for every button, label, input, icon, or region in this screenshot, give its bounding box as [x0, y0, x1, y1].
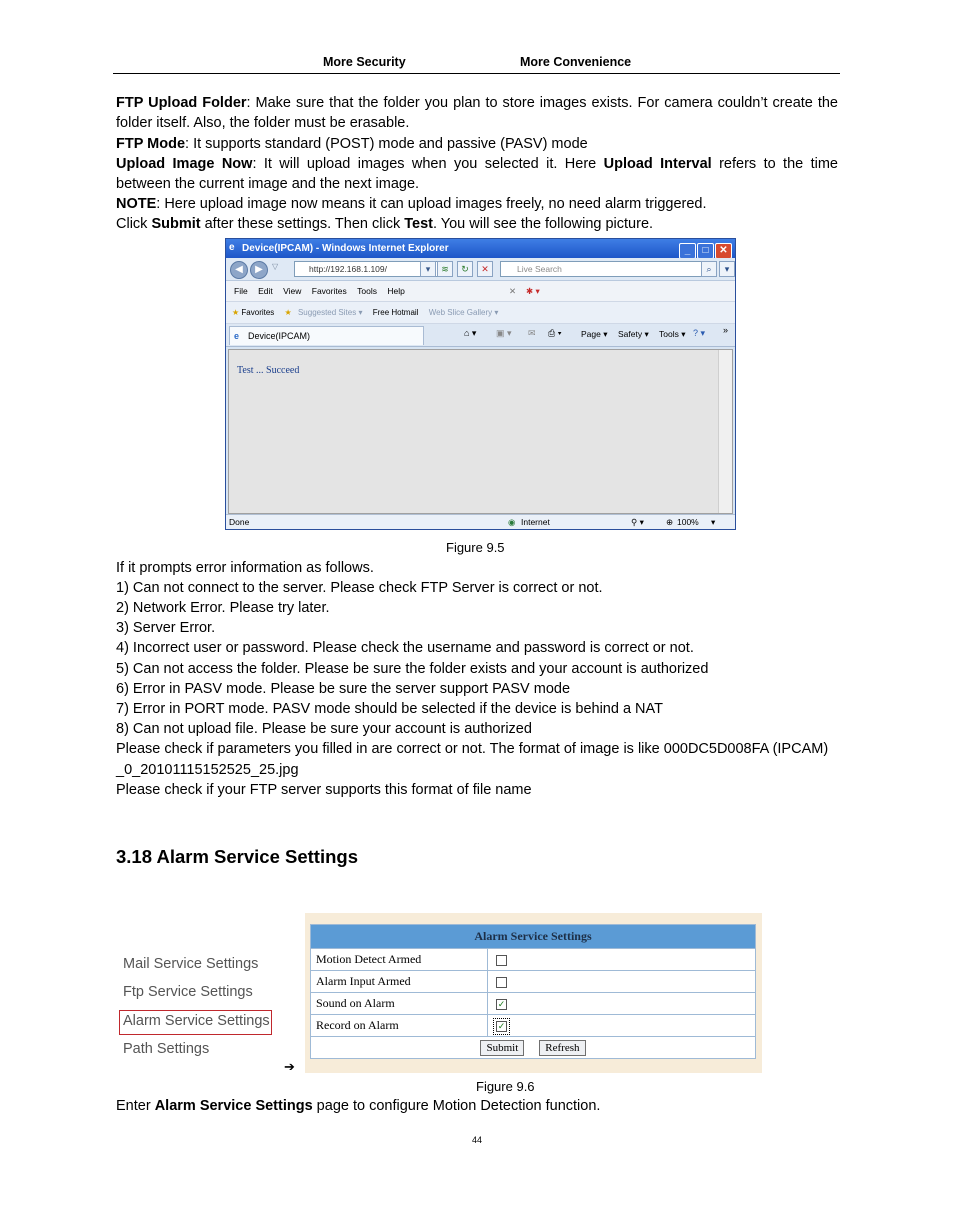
ftp-mode-paragraph	[116, 134, 838, 154]
text: after these settings. Then click	[200, 216, 405, 232]
zoom-dropdown-icon[interactable]: ▾	[711, 517, 716, 527]
term: Alarm Service Settings	[154, 1098, 313, 1114]
header-rule	[113, 73, 840, 74]
row-label: Alarm Input Armed	[311, 971, 488, 993]
address-dropdown-icon[interactable]: ▾	[420, 261, 436, 277]
error-item: 7) Error in PORT mode. PASV mode should be selected if the device is behind a NAT	[116, 701, 663, 717]
ie-favorites-bar	[226, 302, 735, 324]
term: NOTE	[116, 196, 157, 212]
print-icon[interactable]: ⎙ ▾	[548, 328, 562, 338]
mail-icon[interactable]: ✉	[528, 328, 536, 338]
status-zone: Internet	[521, 517, 550, 527]
ie-logo-icon: e	[229, 242, 235, 253]
vertical-scrollbar[interactable]	[718, 350, 732, 513]
term: Test	[404, 216, 433, 232]
safety-menu[interactable]: Safety ▾	[618, 329, 649, 339]
menu-help[interactable]: Help	[387, 286, 405, 296]
side-menu-mail[interactable]: Mail Service Settings	[123, 956, 259, 972]
tab-device[interactable]	[229, 326, 424, 345]
text: : It will upload images when you selected it. Here	[252, 156, 604, 172]
row-label: Motion Detect Armed	[311, 949, 488, 971]
chevron-more-icon[interactable]: »	[723, 325, 729, 335]
tab-title: Device(IPCAM)	[248, 331, 311, 341]
upload-now-paragraph	[116, 154, 838, 194]
free-hotmail-link[interactable]: Free Hotmail	[372, 308, 419, 317]
suggested-sites-link[interactable]: Suggested Sites ▾	[297, 308, 363, 317]
menu-file[interactable]: File	[234, 286, 248, 296]
page-menu[interactable]: Page ▾	[581, 329, 608, 339]
menu-edit[interactable]: Edit	[258, 286, 273, 296]
search-icon[interactable]: ⌕	[701, 261, 717, 277]
side-menu-path[interactable]: Path Settings	[123, 1041, 210, 1057]
alarm-settings-panel	[305, 913, 762, 1073]
menu-view[interactable]: View	[283, 286, 302, 296]
ie-title-bar	[226, 239, 735, 258]
table-row	[311, 971, 756, 993]
test-result-message: Test ... Succeed	[237, 365, 300, 376]
error-item: 1) Can not connect to the server. Please check FTP Server is correct or not.	[116, 580, 603, 596]
forward-button[interactable]: ▶	[250, 261, 268, 279]
enter-paragraph	[116, 1096, 838, 1116]
ie-menu-bar	[226, 281, 735, 302]
error-item: 8) Can not upload file. Please be sure your account is authorized	[116, 721, 532, 737]
ie-address-bar	[226, 258, 735, 281]
click-paragraph	[116, 214, 838, 234]
page-number: 44	[471, 1135, 482, 1145]
error-item: 4) Incorrect user or password. Please check the username and password is correct or not.	[116, 640, 694, 656]
text: : It supports standard (POST) mode and passive (PASV) mode	[185, 136, 588, 152]
ie-tab-row	[226, 324, 735, 347]
web-slice-gallery-link[interactable]: Web Slice Gallery ▾	[428, 308, 499, 317]
addon-icon[interactable]: ✱ ▾	[526, 286, 540, 296]
feeds-icon[interactable]: ▣ ▾	[496, 328, 512, 338]
text: Click	[116, 216, 152, 232]
error-item: 6) Error in PASV mode. Please be sure the server support PASV mode	[116, 681, 571, 697]
figure-caption-9-5: Figure 9.5	[446, 540, 505, 555]
error-item: 5) Can not access the folder. Please be sure the folder exists and your account is authorized	[116, 661, 709, 677]
record-on-alarm-checkbox[interactable]: ✓	[497, 1020, 506, 1031]
status-text: Done	[229, 517, 250, 527]
globe-icon: ◉	[508, 517, 516, 527]
add-favorites-icon[interactable]: ★	[284, 308, 292, 317]
table-row	[311, 1037, 756, 1059]
row-label: Record on Alarm	[311, 1015, 488, 1037]
text: Enter	[116, 1098, 155, 1114]
term: FTP Upload Folder	[116, 95, 247, 111]
text: page to configure Motion Detection function.	[312, 1098, 601, 1114]
refresh-icon[interactable]: ↻	[457, 261, 473, 277]
home-icon[interactable]: ⌂ ▾	[464, 328, 477, 338]
panel-title: Alarm Service Settings	[311, 925, 756, 949]
zoom-icon[interactable]: ⊕	[666, 517, 674, 527]
maximize-button[interactable]: □	[697, 243, 714, 259]
error-item: 2) Network Error. Please try later.	[116, 600, 330, 616]
alarm-settings-table	[310, 924, 756, 1059]
ie-window-screenshot	[225, 238, 736, 530]
history-dropdown-icon[interactable]: ▽	[272, 262, 279, 271]
alarm-input-checkbox[interactable]	[496, 977, 507, 988]
ie-title: Device(IPCAM) - Windows Internet Explorer	[242, 243, 449, 254]
menu-tools[interactable]: Tools	[357, 286, 377, 296]
refresh-button[interactable]: Refresh	[539, 1040, 585, 1056]
header-right: More Convenience	[520, 55, 632, 69]
figure-caption-9-6: Figure 9.6	[476, 1079, 535, 1094]
compat-view-icon[interactable]: ≋	[437, 261, 453, 277]
help-icon[interactable]: ? ▾	[693, 328, 706, 338]
side-menu-ftp[interactable]: Ftp Service Settings	[123, 984, 253, 1000]
close-toolbar-icon[interactable]: ✕	[509, 286, 517, 296]
format-line-2: _0_20101115152525_25.jpg	[116, 762, 299, 778]
highlight-box	[119, 1010, 272, 1035]
errors-intro: If it prompts error information as follows.	[116, 560, 374, 576]
ie-status-bar	[226, 514, 735, 529]
search-input[interactable]: Live Search	[500, 261, 714, 277]
status-zoom[interactable]: 100%	[677, 517, 699, 527]
table-row	[311, 949, 756, 971]
arrow-icon: ➔	[284, 1059, 295, 1074]
table-row	[311, 993, 756, 1015]
term: Submit	[151, 216, 201, 232]
ie-content-area	[228, 349, 733, 514]
header-left: More Security	[323, 55, 406, 69]
minimize-button[interactable]: _	[679, 243, 696, 259]
favorites-label[interactable]: Favorites	[241, 308, 275, 317]
term: Upload Interval	[603, 156, 712, 172]
error-item: 3) Server Error.	[116, 620, 216, 636]
text: : Make sure that the folder you plan to store images exists. For camera couldn’t create the folder itself. Also, the folder must be erasable.	[116, 95, 838, 131]
format-line-1: Please check if parameters you filled in are correct or not. The format of image is like 000DC5D008FA (IPCAM)	[116, 741, 829, 757]
term: Upload Image Now	[116, 156, 253, 172]
address-input[interactable]: http://192.168.1.109/	[294, 261, 450, 277]
note-paragraph	[116, 194, 838, 214]
menu-favorites[interactable]: Favorites	[311, 286, 347, 296]
submit-button[interactable]: Submit	[480, 1040, 524, 1056]
text: refers to the time between the current image and the next image.	[116, 156, 838, 192]
close-button[interactable]: ✕	[715, 243, 732, 259]
table-row	[311, 1015, 756, 1037]
protected-mode-icon[interactable]: ⚲ ▾	[631, 517, 644, 527]
running-header	[0, 55, 954, 73]
sound-on-alarm-checkbox[interactable]: ✓	[497, 998, 506, 1009]
row-label: Sound on Alarm	[311, 993, 488, 1015]
term: FTP Mode	[116, 136, 186, 152]
text: : Here upload image now means it can upload images freely, no need alarm triggered.	[156, 196, 707, 212]
format-line-3: Please check if your FTP server supports this format of file name	[116, 782, 532, 798]
side-menu-alarm[interactable]: Alarm Service Settings	[123, 1013, 270, 1029]
favorites-star-icon[interactable]: ★	[232, 308, 240, 317]
search-options-icon[interactable]: ▾	[719, 261, 735, 277]
back-button[interactable]: ◀	[230, 261, 248, 279]
tools-menu[interactable]: Tools ▾	[659, 329, 686, 339]
text: . You will see the following picture.	[432, 216, 654, 232]
section-heading: 3.18 Alarm Service Settings	[116, 846, 358, 867]
ftp-upload-folder-paragraph	[116, 93, 838, 133]
stop-icon[interactable]: ✕	[477, 261, 493, 277]
motion-detect-checkbox[interactable]	[496, 955, 507, 966]
ie-page-icon: e	[234, 331, 240, 341]
